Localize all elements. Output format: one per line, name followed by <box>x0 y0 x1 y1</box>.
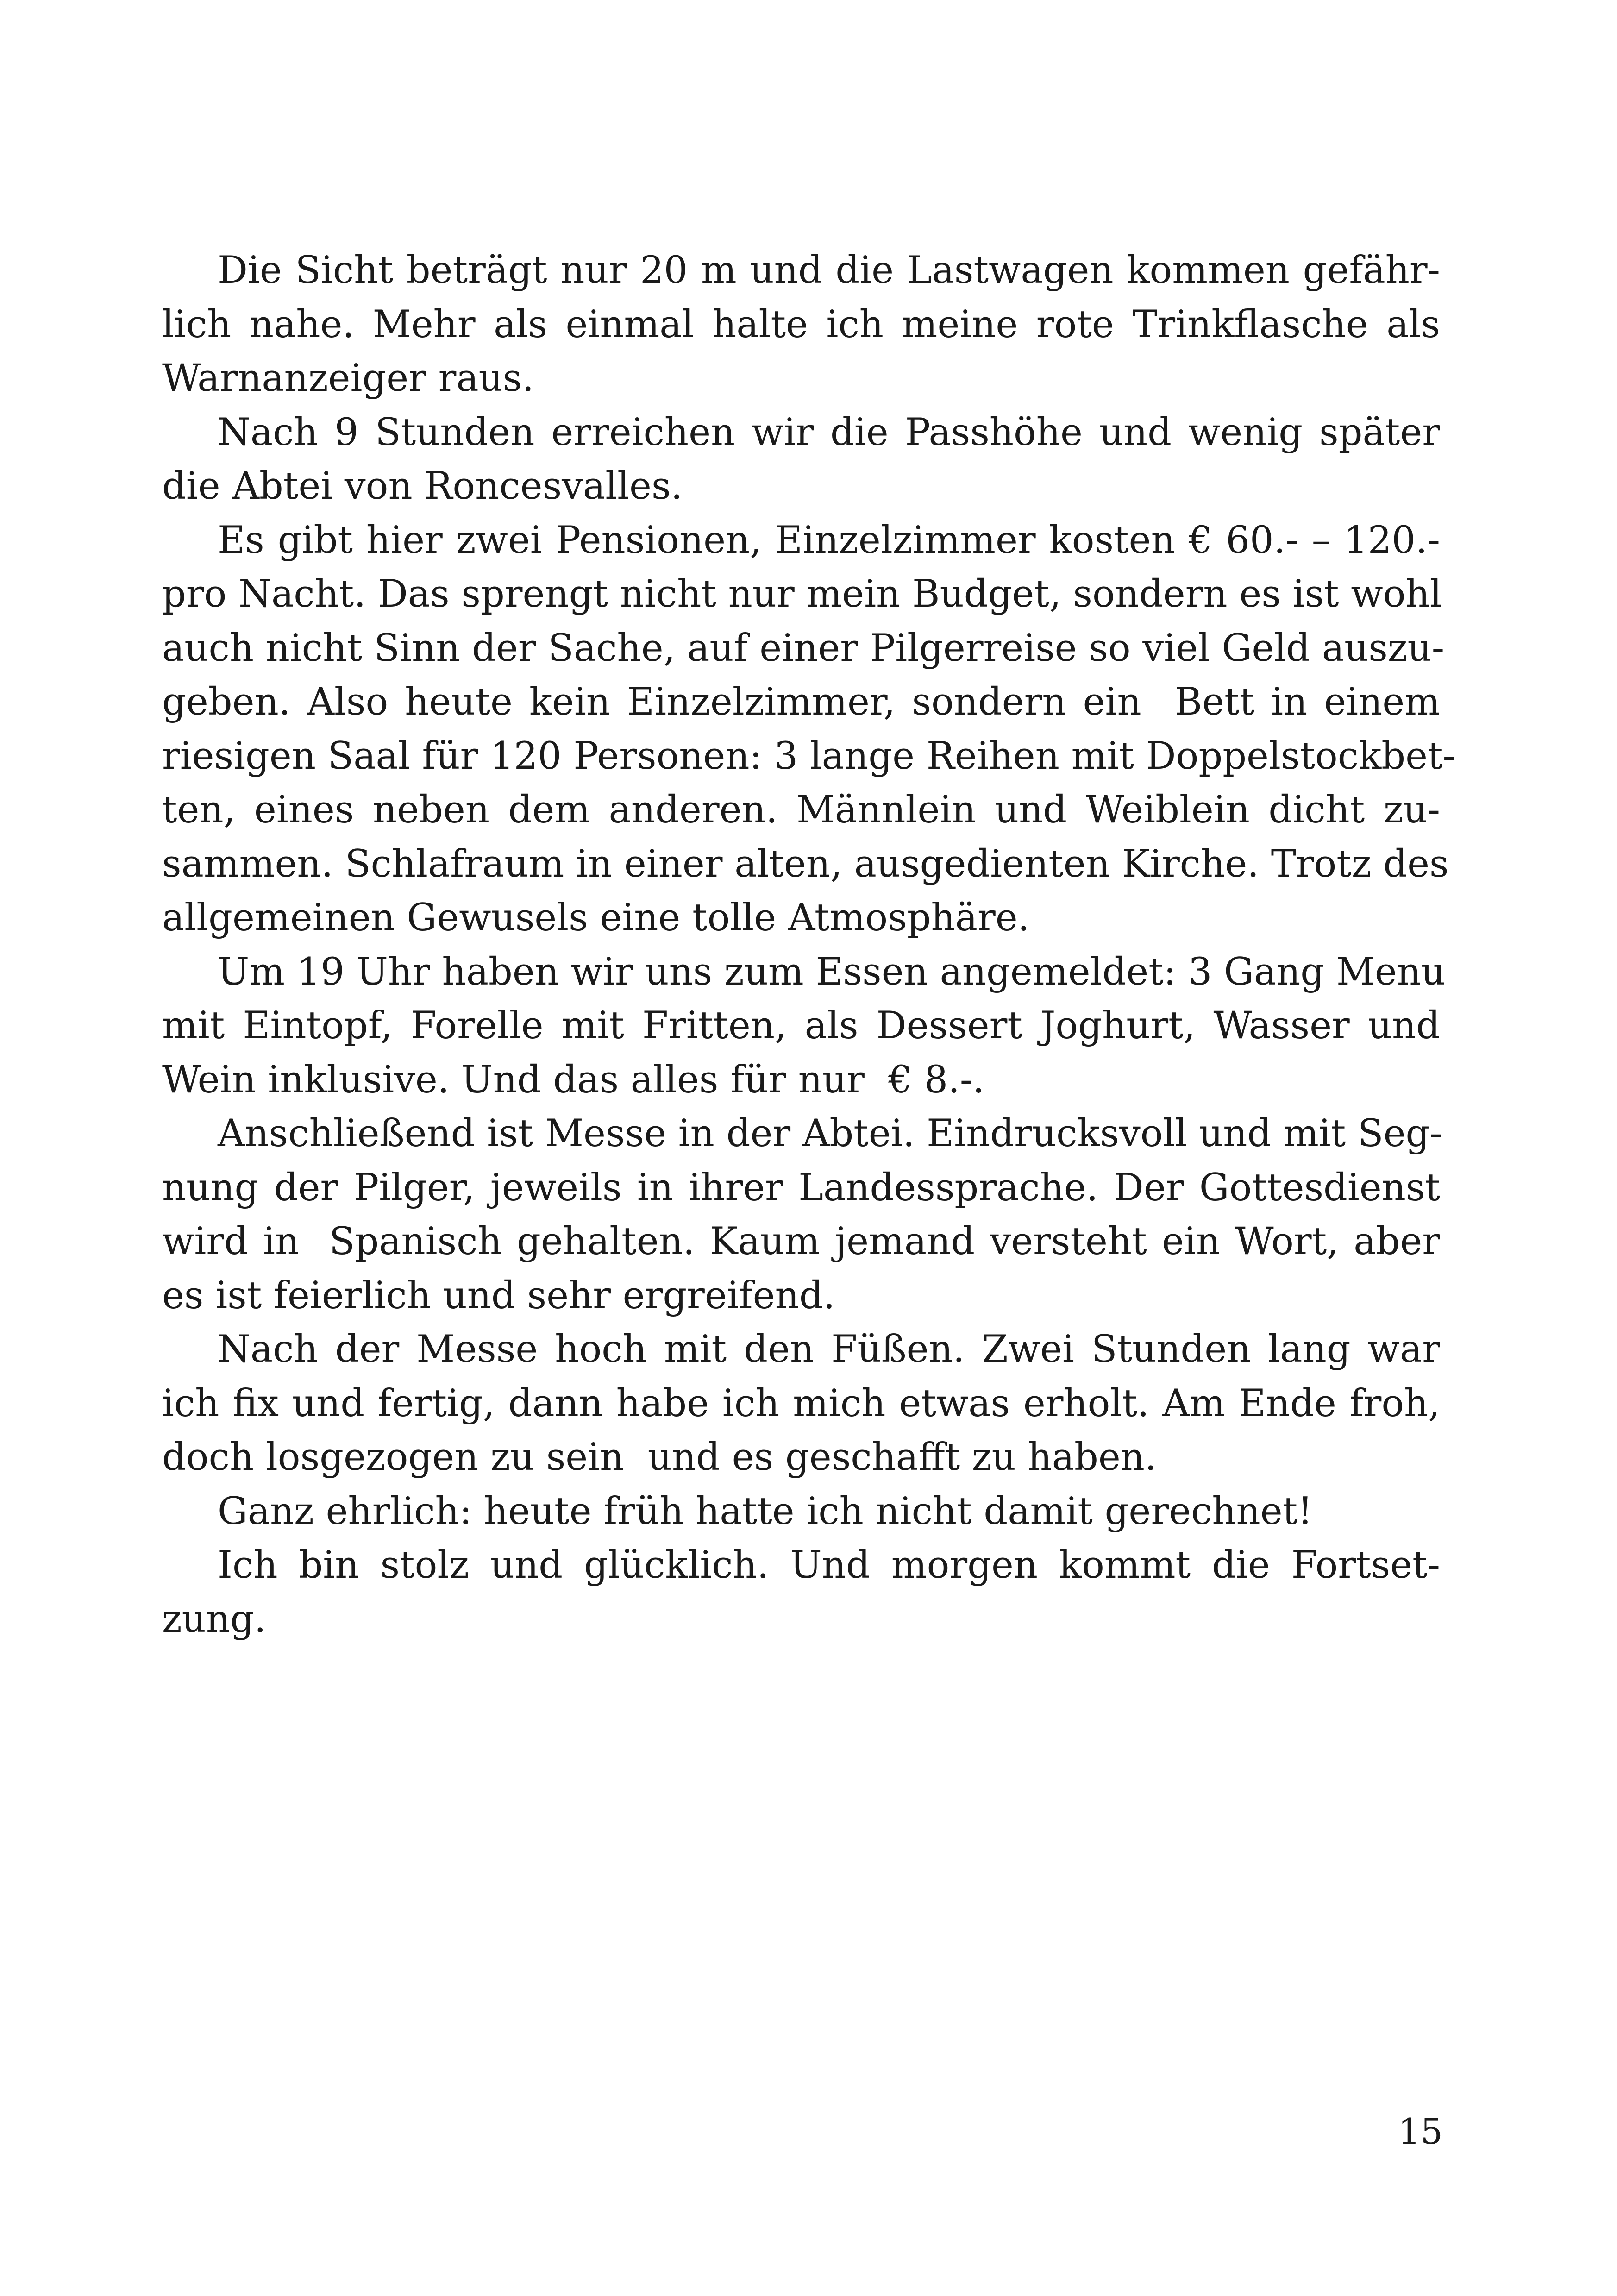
page-number: 15 <box>1398 2111 1443 2152</box>
text-line: Anschließend ist Messe in der Abtei. Eindrucksvoll und mit Seg- <box>218 1112 1442 1155</box>
paragraph <box>162 1538 1440 1646</box>
text-line: nung der Pilger, jeweils in ihrer Landessprache. Der Gottesdienst <box>162 1166 1440 1210</box>
text-line: mit Eintopf, Forelle mit Fritten, als Dessert Joghurt, Wasser und <box>162 1004 1440 1048</box>
text-line: die Abtei von Roncesvalles. <box>162 464 683 508</box>
text-line: Ganz ehrlich: heute früh hatte ich nicht damit gerechnet! <box>218 1489 1313 1533</box>
text-line: ich fix und fertig, dann habe ich mich etwas erholt. Am Ende froh, <box>162 1381 1440 1425</box>
body-text <box>162 244 1455 1646</box>
text-line: Es gibt hier zwei Pensionen, Einzelzimmer kosten € 60.- – 120.- <box>218 518 1440 562</box>
text-line: pro Nacht. Das sprengt nicht nur mein Budget, sondern es ist wohl <box>162 572 1442 616</box>
text-line: lich nahe. Mehr als einmal halte ich meine rote Trinkflasche als <box>162 302 1440 346</box>
text-line: doch losgezogen zu sein und es geschafft zu haben. <box>162 1436 1157 1479</box>
text-line: Um 19 Uhr haben wir uns zum Essen angemeldet: 3 Gang Menu <box>218 950 1446 994</box>
paragraph <box>162 406 1440 514</box>
text-line: Nach der Messe hoch mit den Füßen. Zwei Stunden lang war <box>218 1328 1440 1371</box>
text-line: geben. Also heute kein Einzelzimmer, sondern ein Bett in einem <box>162 680 1440 724</box>
text-line: Die Sicht beträgt nur 20 m und die Lastwagen kommen gefähr- <box>218 249 1440 292</box>
paragraph <box>162 945 1446 1107</box>
text-line: Warnanzeiger raus. <box>162 357 534 400</box>
text-line: allgemeinen Gewusels eine tolle Atmosphäre. <box>162 896 1030 940</box>
text-line: auch nicht Sinn der Sache, auf einer Pilgerreise so viel Geld auszu- <box>162 626 1445 670</box>
paragraph <box>162 1107 1440 1323</box>
text-line: Wein inklusive. Und das alles für nur € 8.-. <box>162 1058 984 1102</box>
text-line: es ist feierlich und sehr ergreifend. <box>162 1273 835 1317</box>
text-line: sammen. Schlafraum in einer alten, ausgedienten Kirche. Trotz des <box>162 842 1449 886</box>
text-line: ten, eines neben dem anderen. Männlein und Weiblein dicht zu- <box>162 788 1440 832</box>
paragraph <box>162 244 1440 406</box>
paragraph <box>162 514 1455 945</box>
paragraph <box>162 1323 1440 1485</box>
paragraph <box>162 1485 1440 1539</box>
text-line: riesigen Saal für 120 Personen: 3 lange Reihen mit Doppelstockbet- <box>162 734 1455 778</box>
text-line: zung. <box>162 1597 266 1641</box>
text-line: wird in Spanisch gehalten. Kaum jemand versteht ein Wort, aber <box>162 1220 1440 1263</box>
text-line: Ich bin stolz und glücklich. Und morgen kommt die Fortset- <box>218 1543 1440 1587</box>
text-line: Nach 9 Stunden erreichen wir die Passhöhe und wenig später <box>218 410 1440 454</box>
